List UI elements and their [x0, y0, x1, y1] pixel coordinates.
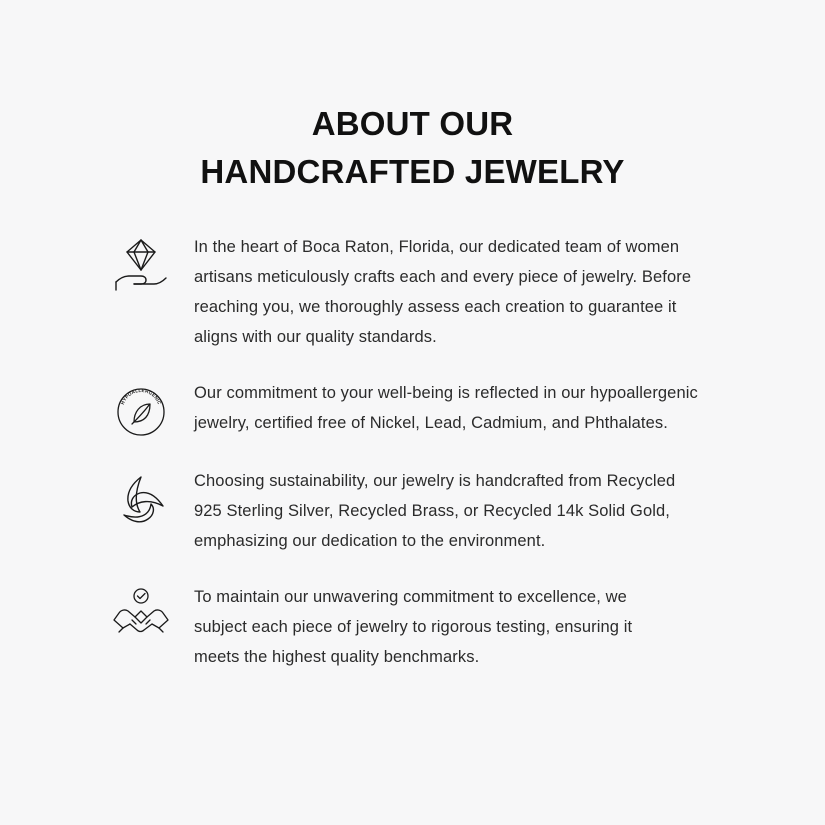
hypoallergenic-leaf-badge-icon	[110, 378, 172, 440]
list-item-text: To maintain our unwavering commitment to excellence, we subject each piece of jewelry to rigorous testing, ensuring it meets the highest quality benchmarks.	[194, 588, 633, 666]
recycling-leaves-icon	[110, 466, 172, 528]
page-title-line-2: HANDCRAFTED JEWELRY	[200, 153, 625, 190]
list-item-text: In the heart of Boca Raton, Florida, our dedicated team of women artisans meticulously crafts each and every piece of jewelry. Before reaching you, we thoroughly assess each creation to guarantee it aligns with our quality standards.	[194, 238, 692, 346]
feature-list	[0, 232, 825, 672]
diamond-in-hand-icon	[110, 232, 172, 294]
page-title-line-1: ABOUT OUR	[311, 105, 514, 142]
list-item-text: Our commitment to your well-being is reflected in our hypoallergenic jewelry, certified free of Nickel, Lead, Cadmium, and Phthalates.	[194, 384, 698, 432]
list-item	[110, 582, 717, 672]
list-item	[110, 378, 717, 440]
list-item	[110, 232, 717, 352]
list-item-text: Choosing sustainability, our jewelry is handcrafted from Recycled 925 Sterling Silver, Recycled Brass, or Recycled 14k Solid Gold, emphasizing our dedication to the environment.	[194, 472, 676, 550]
svg-text:HYPOALLERGENIC: HYPOALLERGENIC	[119, 387, 163, 406]
list-item	[110, 466, 717, 556]
handshake-check-icon	[110, 582, 172, 644]
page-title	[0, 0, 825, 196]
